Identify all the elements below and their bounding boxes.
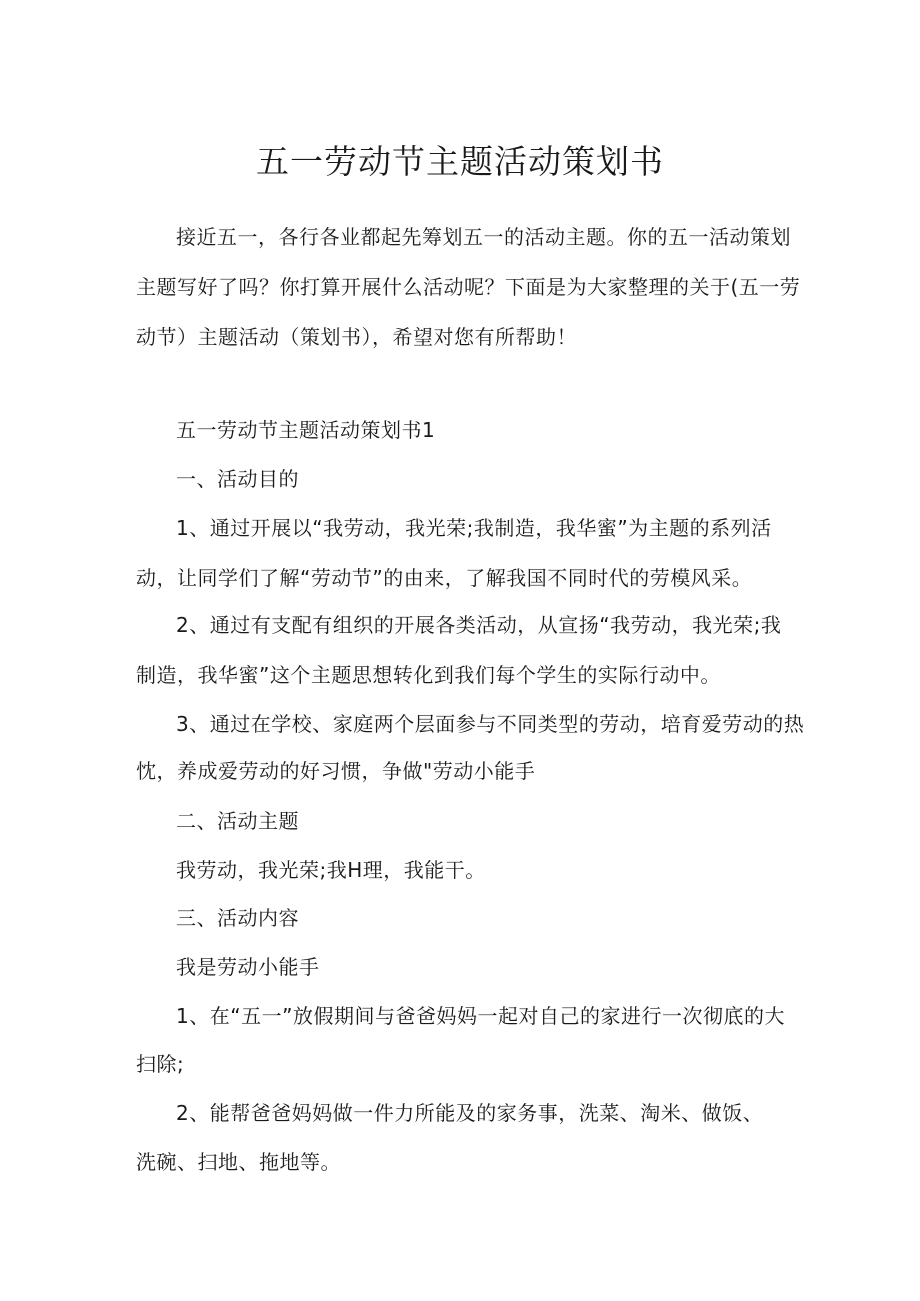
purpose-1-line-1: 1、通过开展以“我劳动，我光荣;我制造，我华蜜”为主题的系列活 [176, 516, 772, 540]
purpose-3-line-2: 忱，养成爱劳动的好习惯，争做"劳动小能手 [136, 759, 536, 783]
content-1-line-1: 1、在“五一”放假期间与爸爸妈妈一起对自己的家进行一次彻底的大 [176, 1004, 785, 1028]
heading-content: 三、活动内容 [176, 906, 299, 930]
purpose-1-line-2: 动，让同学们了解“劳动节”的由来，了解我国不同时代的劳模风采。 [136, 566, 753, 590]
heading-theme: 二、活动主题 [176, 809, 299, 833]
content-2-line-2: 洗碗、扫地、拖地等。 [136, 1150, 341, 1174]
purpose-3-line-1: 3、通过在学校、家庭两个层面参与不同类型的劳动，培育爱劳动的热 [176, 712, 805, 736]
intro-line-3: 动节）主题活动（策划书），希望对您有所帮助！ [136, 325, 577, 349]
purpose-2-line-2: 制造，我华蜜”这个主题思想转化到我们每个学生的实际行动中。 [136, 663, 721, 687]
heading-purpose: 一、活动目的 [176, 467, 299, 491]
section-title: 五一劳动节主题活动策划书1 [176, 418, 436, 442]
content-title: 我是劳动小能手 [176, 955, 320, 979]
document-title: 五一劳动节主题活动策划书 [256, 142, 664, 181]
content-1-line-2: 扫除; [136, 1052, 185, 1076]
purpose-2-line-1: 2、通过有支配有组织的开展各类活动，从宣扬“我劳动，我光荣;我 [176, 613, 782, 637]
intro-line-2: 主题写好了吗？你打算开展什么活动呢？下面是为大家整理的关于(五一劳 [136, 275, 801, 299]
theme-text: 我劳动，我光荣;我H理，我能干。 [176, 858, 486, 882]
intro-line-1: 接近五一，各行各业都起先筹划五一的活动主题。你的五一活动策划 [176, 225, 791, 249]
content-2-line-1: 2、能帮爸爸妈妈做一件力所能及的家务事，洗菜、淘米、做饭、 [176, 1101, 764, 1125]
